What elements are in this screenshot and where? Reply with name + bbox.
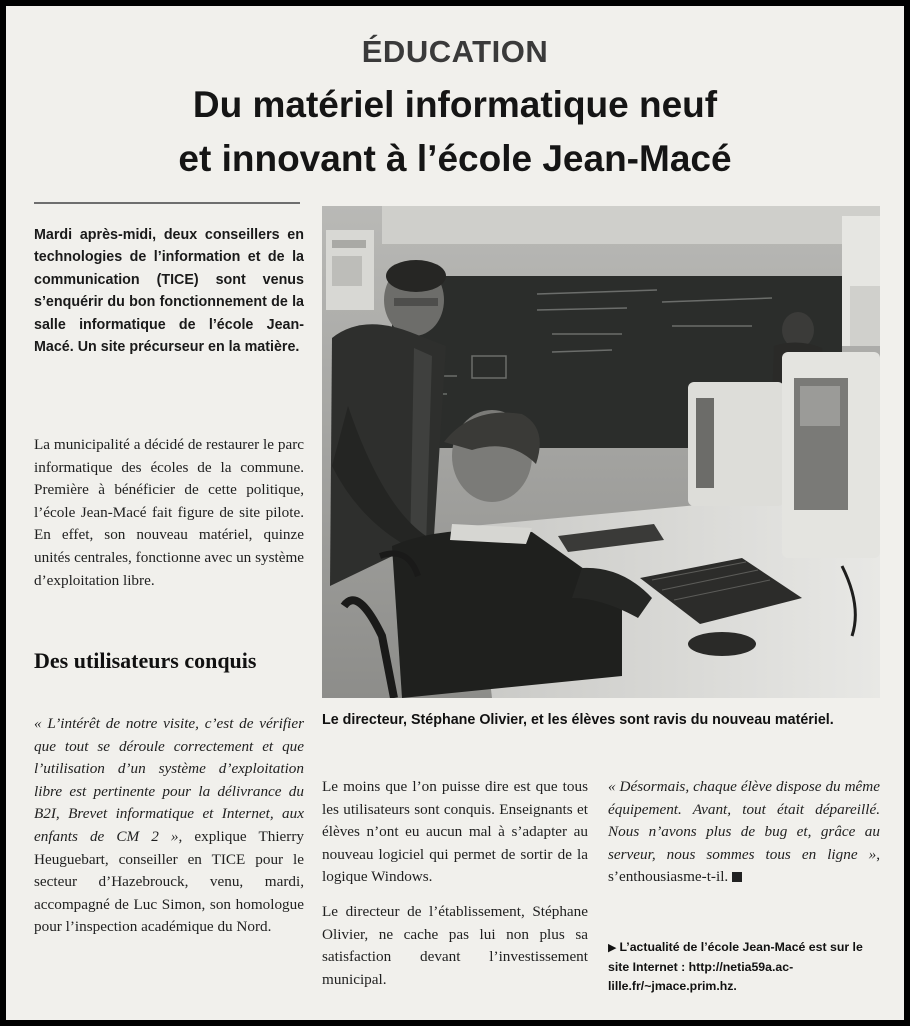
body-paragraph-1: La municipalité a décidé de restaurer le parc informatique des écoles de la commune. Première à bénéficier de cette politique, l’école Jean-Macé fait figure de site pilote. En effet, son nouveau matériel, quinze unités centrales, fonctionne avec un système d’exploitation libre. bbox=[34, 436, 304, 589]
website-note bbox=[608, 938, 880, 996]
newspaper-clipping bbox=[6, 6, 904, 1020]
headline-line-1: Du matériel informatique neuf bbox=[192, 84, 718, 125]
arrow-right-icon: ▶ bbox=[608, 942, 617, 954]
body-paragraph-4 bbox=[608, 776, 880, 889]
body-column-3 bbox=[608, 776, 880, 889]
quote-paragraph bbox=[34, 713, 304, 939]
quote-attribution: , explique Thierry Heuguebart, conseiller en TICE pour le secteur d’Hazebrouck, venu, mardi, accompagné de Luc Simon, son homologue pour l’inspection académique du Nord. bbox=[34, 827, 304, 936]
quote-italic: « L’intérêt de notre visite, c’est de vérifier que tout se déroule correctement et que l’utilisation d’un système d’exploitation libre est pertinente pour la délivrance du B2I, Brevet informatique et Internet, aux enfants de CM 2 » bbox=[34, 715, 304, 845]
section-rubric: ÉDUCATION bbox=[361, 34, 549, 69]
website-note-text: L’actualité de l’école Jean-Macé est sur le site Internet : http://netia59a.ac-lille.fr/~jmace.prim.hz. bbox=[608, 940, 863, 993]
body-column-2 bbox=[322, 776, 588, 991]
end-mark-icon bbox=[732, 872, 742, 882]
body-paragraph-2: Le moins que l’on puisse dire est que tous les utilisateurs sont conquis. Enseignants et élèves n’ont eu aucun mal à s’adapter au nouveau logiciel qui permet de sortir de la logique Windows. bbox=[322, 778, 588, 886]
classroom-photo bbox=[322, 206, 880, 698]
headline-line-2: et innovant à l’école Jean-Macé bbox=[178, 138, 732, 179]
director-quote-attribution: , s’enthousiasme-t-il. bbox=[608, 845, 880, 886]
body-paragraph-3: Le directeur de l’établissement, Stéphane Olivier, ne cache pas lui non plus sa satisfaction devant l’investissement municipal. bbox=[322, 902, 588, 988]
headline bbox=[66, 78, 844, 186]
column-rule bbox=[34, 202, 300, 204]
photo-caption: Le directeur, Stéphane Olivier, et les élèves sont ravis du nouveau matériel. bbox=[322, 712, 834, 728]
lead-paragraph: Mardi après-midi, deux conseillers en technologies de l’information et de la communication (TICE) sont venus s’enquérir du bon fonctionnement de la salle informatique de l’école Jean-Macé. Un site précurseur en la matière. bbox=[34, 227, 304, 356]
photo-illustration bbox=[322, 206, 880, 698]
director-quote: « Désormais, chaque élève dispose du même équipement. Avant, tout était dépareillé. Nous n’avons plus de bug et, grâce au serveur, nous sommes tous en ligne » bbox=[608, 778, 880, 863]
subheading: Des utilisateurs conquis bbox=[34, 648, 257, 673]
